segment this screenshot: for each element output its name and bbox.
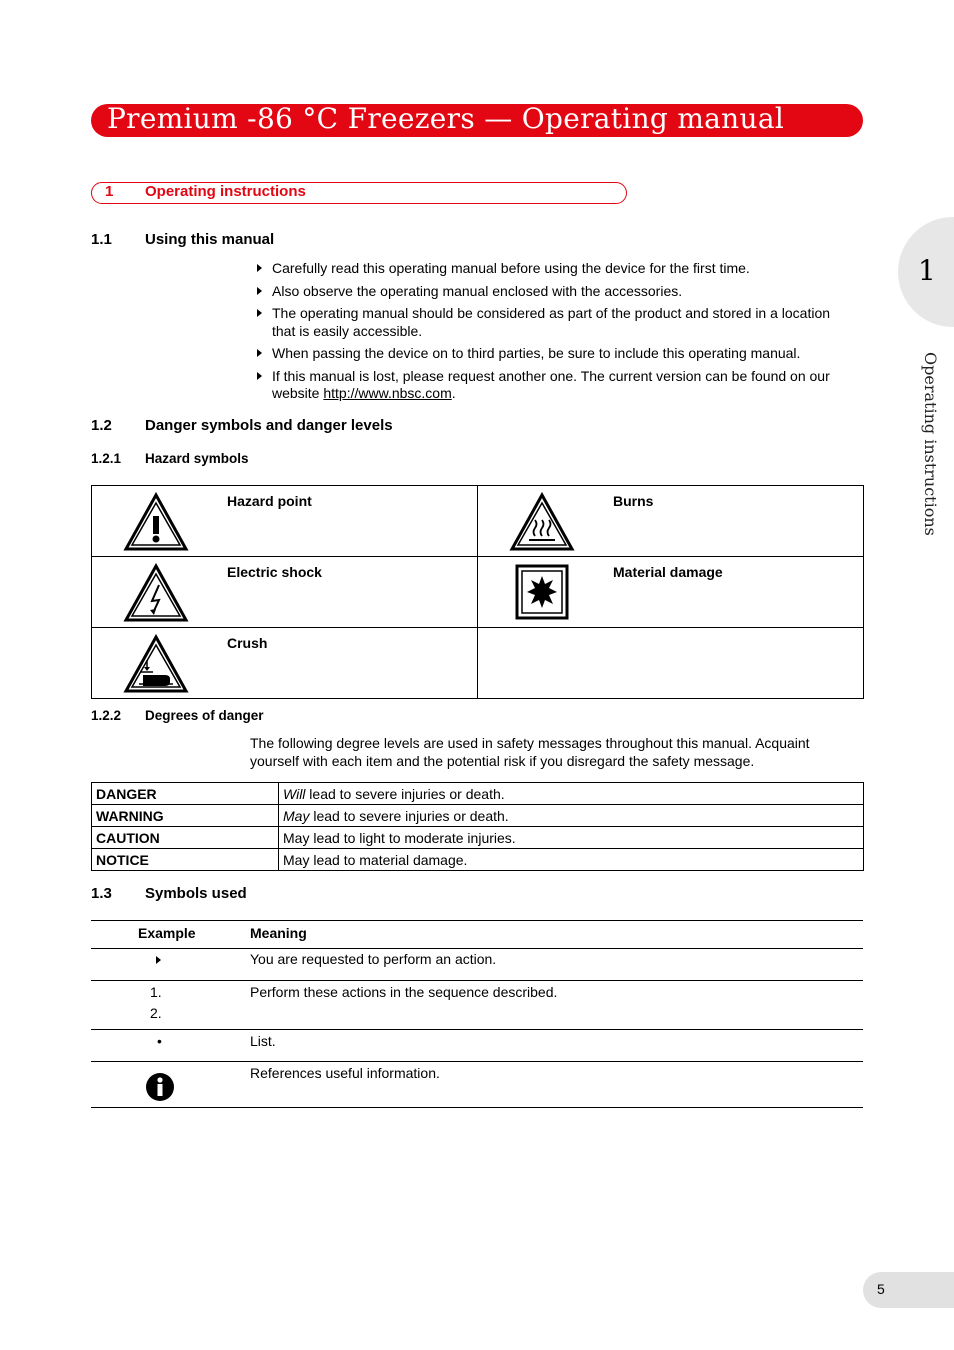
list-bullet-example: •	[157, 1033, 162, 1049]
table-rule	[91, 920, 863, 921]
level-desc	[279, 805, 864, 827]
side-vertical-label: Operating instructions	[921, 352, 940, 536]
level-desc	[279, 849, 864, 871]
hazard-label: Burns	[613, 493, 654, 509]
chapter-title: Operating instructions	[145, 183, 306, 200]
hazard-label: Electric shock	[227, 564, 322, 580]
action-arrow-icon	[257, 287, 262, 295]
col-header-meaning: Meaning	[250, 925, 307, 941]
section-1-1-title: Using this manual	[145, 231, 275, 248]
hazard-cell	[478, 557, 864, 628]
website-link[interactable]: http://www.nbsc.com	[323, 385, 452, 401]
table-row	[92, 827, 864, 849]
level-rest: May lead to light to moderate injuries.	[283, 829, 516, 846]
table-rule	[91, 980, 863, 981]
col-header-example: Example	[138, 925, 196, 941]
hazard-label: Material damage	[613, 564, 723, 580]
level-rest: lead to severe injuries or death.	[305, 785, 505, 802]
level-desc	[279, 783, 864, 805]
table-rule	[91, 1029, 863, 1030]
crush-icon	[123, 634, 189, 694]
section-1-2-2-number: 1.2.2	[91, 708, 122, 723]
hazard-cell	[478, 486, 864, 557]
section-1-3-number: 1.3	[91, 885, 112, 902]
table-row	[92, 805, 864, 827]
document-title: Premium -86 °C Freezers — Operating manual	[107, 102, 785, 135]
sequence-example-2: 2.	[150, 1005, 162, 1021]
bullet-text-cont: that is easily accessible.	[272, 323, 423, 339]
action-arrow-icon	[257, 264, 262, 272]
level-key: NOTICE	[92, 849, 279, 871]
bullet-text: If this manual is lost, please request another one. The current version can be found on our	[272, 368, 830, 384]
hazard-cell-empty	[478, 628, 864, 699]
symbol-meaning: References useful information.	[250, 1065, 440, 1081]
level-key: WARNING	[92, 805, 279, 827]
side-tab-number: 1	[918, 254, 936, 287]
hazard-label: Crush	[227, 635, 268, 651]
bullet-text-cont	[272, 384, 456, 402]
info-icon	[145, 1072, 175, 1102]
action-arrow-icon	[257, 372, 262, 380]
material-damage-icon	[509, 563, 575, 623]
section-1-2-number: 1.2	[91, 417, 112, 434]
hazard-point-icon	[123, 492, 189, 552]
symbol-meaning: Perform these actions in the sequence described.	[250, 984, 558, 1000]
section-1-2-2-title: Degrees of danger	[145, 708, 264, 723]
table-row	[92, 783, 864, 805]
hazard-symbols-table	[91, 485, 864, 699]
level-em: Will	[283, 785, 306, 802]
bullet-text: Also observe the operating manual enclosed with the accessories.	[272, 283, 683, 299]
section-1-2-1-title: Hazard symbols	[145, 451, 249, 466]
section-1-2-1-number: 1.2.1	[91, 451, 122, 466]
level-rest: May lead to material damage.	[283, 851, 468, 868]
symbol-meaning: You are requested to perform an action.	[250, 951, 497, 967]
symbol-meaning: List.	[250, 1033, 276, 1049]
hazard-cell	[92, 628, 478, 699]
hazard-label: Hazard point	[227, 493, 312, 509]
bullet-text: The operating manual should be considered as part of the product and stored in a location	[272, 305, 831, 321]
level-rest: lead to severe injuries or death.	[309, 807, 509, 824]
danger-levels-table	[91, 782, 864, 871]
action-arrow-icon	[257, 349, 262, 357]
table-rule	[91, 948, 863, 949]
bullet-text: Carefully read this operating manual before using the device for the first time.	[272, 260, 750, 276]
action-arrow-icon	[257, 309, 262, 317]
period: .	[451, 385, 456, 401]
section-1-3-title: Symbols used	[145, 885, 247, 902]
page-number: 5	[877, 1281, 885, 1297]
degrees-intro-line1: The following degree levels are used in safety messages throughout this manual. Acquaint	[250, 735, 810, 751]
hazard-cell	[92, 486, 478, 557]
electric-shock-icon	[123, 563, 189, 623]
section-1-1-number: 1.1	[91, 231, 112, 248]
action-arrow-icon	[156, 956, 161, 964]
bullet-text: When passing the device on to third parties, be sure to include this operating manual.	[272, 345, 801, 361]
table-row	[92, 849, 864, 871]
level-desc	[279, 827, 864, 849]
level-em: May	[283, 807, 310, 824]
table-rule	[91, 1061, 863, 1062]
table-rule	[91, 1107, 863, 1108]
website-label: website	[272, 385, 324, 401]
degrees-intro-line2: yourself with each item and the potential risk if you disregard the safety message.	[250, 753, 755, 769]
sequence-example-1: 1.	[150, 984, 162, 1000]
level-key: CAUTION	[92, 827, 279, 849]
section-1-2-title: Danger symbols and danger levels	[145, 417, 393, 434]
chapter-number: 1	[105, 183, 114, 200]
level-key: DANGER	[92, 783, 279, 805]
burns-icon	[509, 492, 575, 552]
hazard-cell	[92, 557, 478, 628]
